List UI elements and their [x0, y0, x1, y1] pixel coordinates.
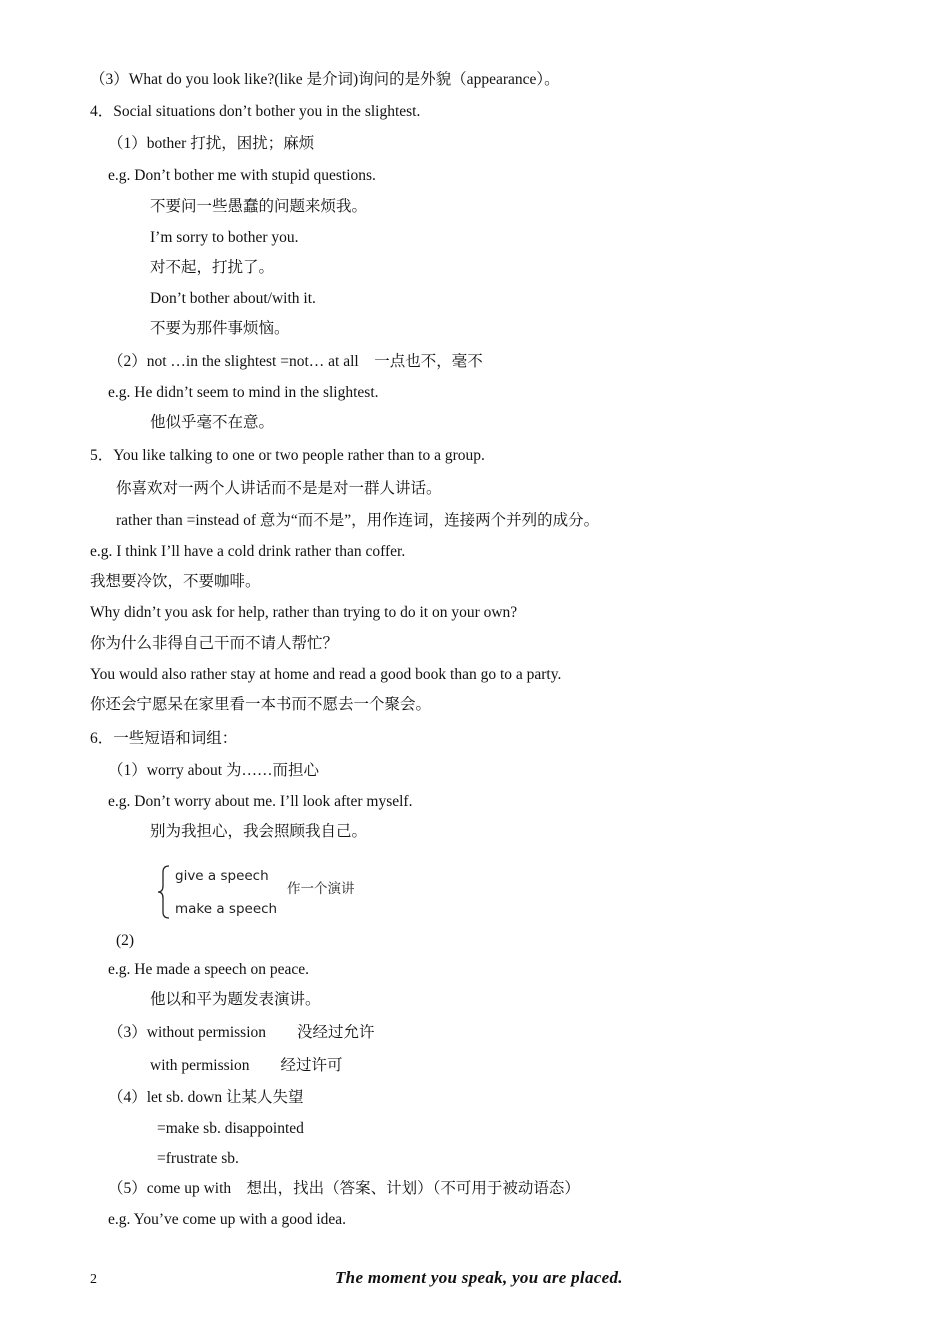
text-line: （1）bother 打扰，困扰；麻烦 [108, 135, 315, 152]
example-line: e.g. Don’t bother me with stupid questions. [108, 167, 376, 184]
example-line: I’m sorry to bother you. [150, 229, 299, 246]
section-heading: 5．You like talking to one or two people rather than to a group. [90, 447, 485, 464]
example-line: Don’t bother about/with it. [150, 290, 316, 307]
translation-line: 我想要冷饮，不要咖啡。 [90, 573, 261, 590]
section-heading: 4．Social situations don’t bother you in the slightest. [90, 103, 421, 120]
section-heading: 6．一些短语和词组： [90, 730, 238, 747]
example-line: e.g. You’ve come up with a good idea. [108, 1211, 347, 1228]
text-line: （3）What do you look like?(like 是介词)询问的是外貌（appearance）。 [90, 71, 560, 88]
translation-line: 你喜欢对一两个人讲话而不是是对一群人讲话。 [116, 480, 442, 497]
phrase-make-a-speech: make a speech [175, 901, 278, 917]
translation-line: 你为什么非得自己干而不请人帮忙？ [90, 635, 339, 652]
translation-line: 他似乎毫不在意。 [150, 414, 275, 431]
text-line: （3）without permission 没经过允许 [108, 1024, 375, 1041]
text-line: （1）worry about 为……而担心 [108, 762, 319, 779]
text-line: （5）come up with 想出，找出（答案、计划）（不可用于被动语态） [108, 1180, 580, 1197]
text-line: with permission 经过许可 [150, 1057, 343, 1074]
translation-line: 不要为那件事烦恼。 [150, 320, 290, 337]
text-line: （2）not …in the slightest =not… at all 一点也不，毫不 [108, 353, 483, 370]
text-line: (2) [116, 932, 135, 949]
example-line: e.g. I think I’ll have a cold drink rather than coffer. [90, 543, 406, 560]
speech-phrase-figure [155, 864, 385, 924]
example-line: e.g. Don’t worry about me. I’ll look after myself. [108, 793, 413, 810]
translation-line: 他以和平为题发表演讲。 [150, 991, 321, 1008]
text-line: =frustrate sb. [157, 1150, 239, 1167]
curly-brace-icon [155, 864, 173, 920]
example-line: e.g. He didn’t seem to mind in the slightest. [108, 384, 379, 401]
translation-line: 你还会宁愿呆在家里看一本书而不愿去一个聚会。 [90, 696, 432, 713]
translation-line: 对不起，打扰了。 [150, 259, 275, 276]
text-line: （4）let sb. down 让某人失望 [108, 1089, 304, 1106]
translation-line: 别为我担心，我会照顾我自己。 [150, 823, 368, 840]
translation-line: 不要问一些愚蠢的问题来烦我。 [150, 198, 368, 215]
page-number: 2 [90, 1272, 97, 1287]
example-line: e.g. He made a speech on peace. [108, 961, 309, 978]
footer-motto: The moment you speak, you are placed. [335, 1268, 623, 1287]
example-line: You would also rather stay at home and read a good book than go to a party. [90, 666, 562, 683]
text-line: rather than =instead of 意为“而不是”，用作连词，连接两个并列的成分。 [116, 512, 600, 529]
example-line: Why didn’t you ask for help, rather than trying to do it on your own? [90, 604, 518, 621]
text-line: =make sb. disappointed [157, 1120, 304, 1137]
phrase-give-a-speech: give a speech [175, 868, 269, 884]
phrase-meaning: 作一个演讲 [287, 881, 355, 897]
